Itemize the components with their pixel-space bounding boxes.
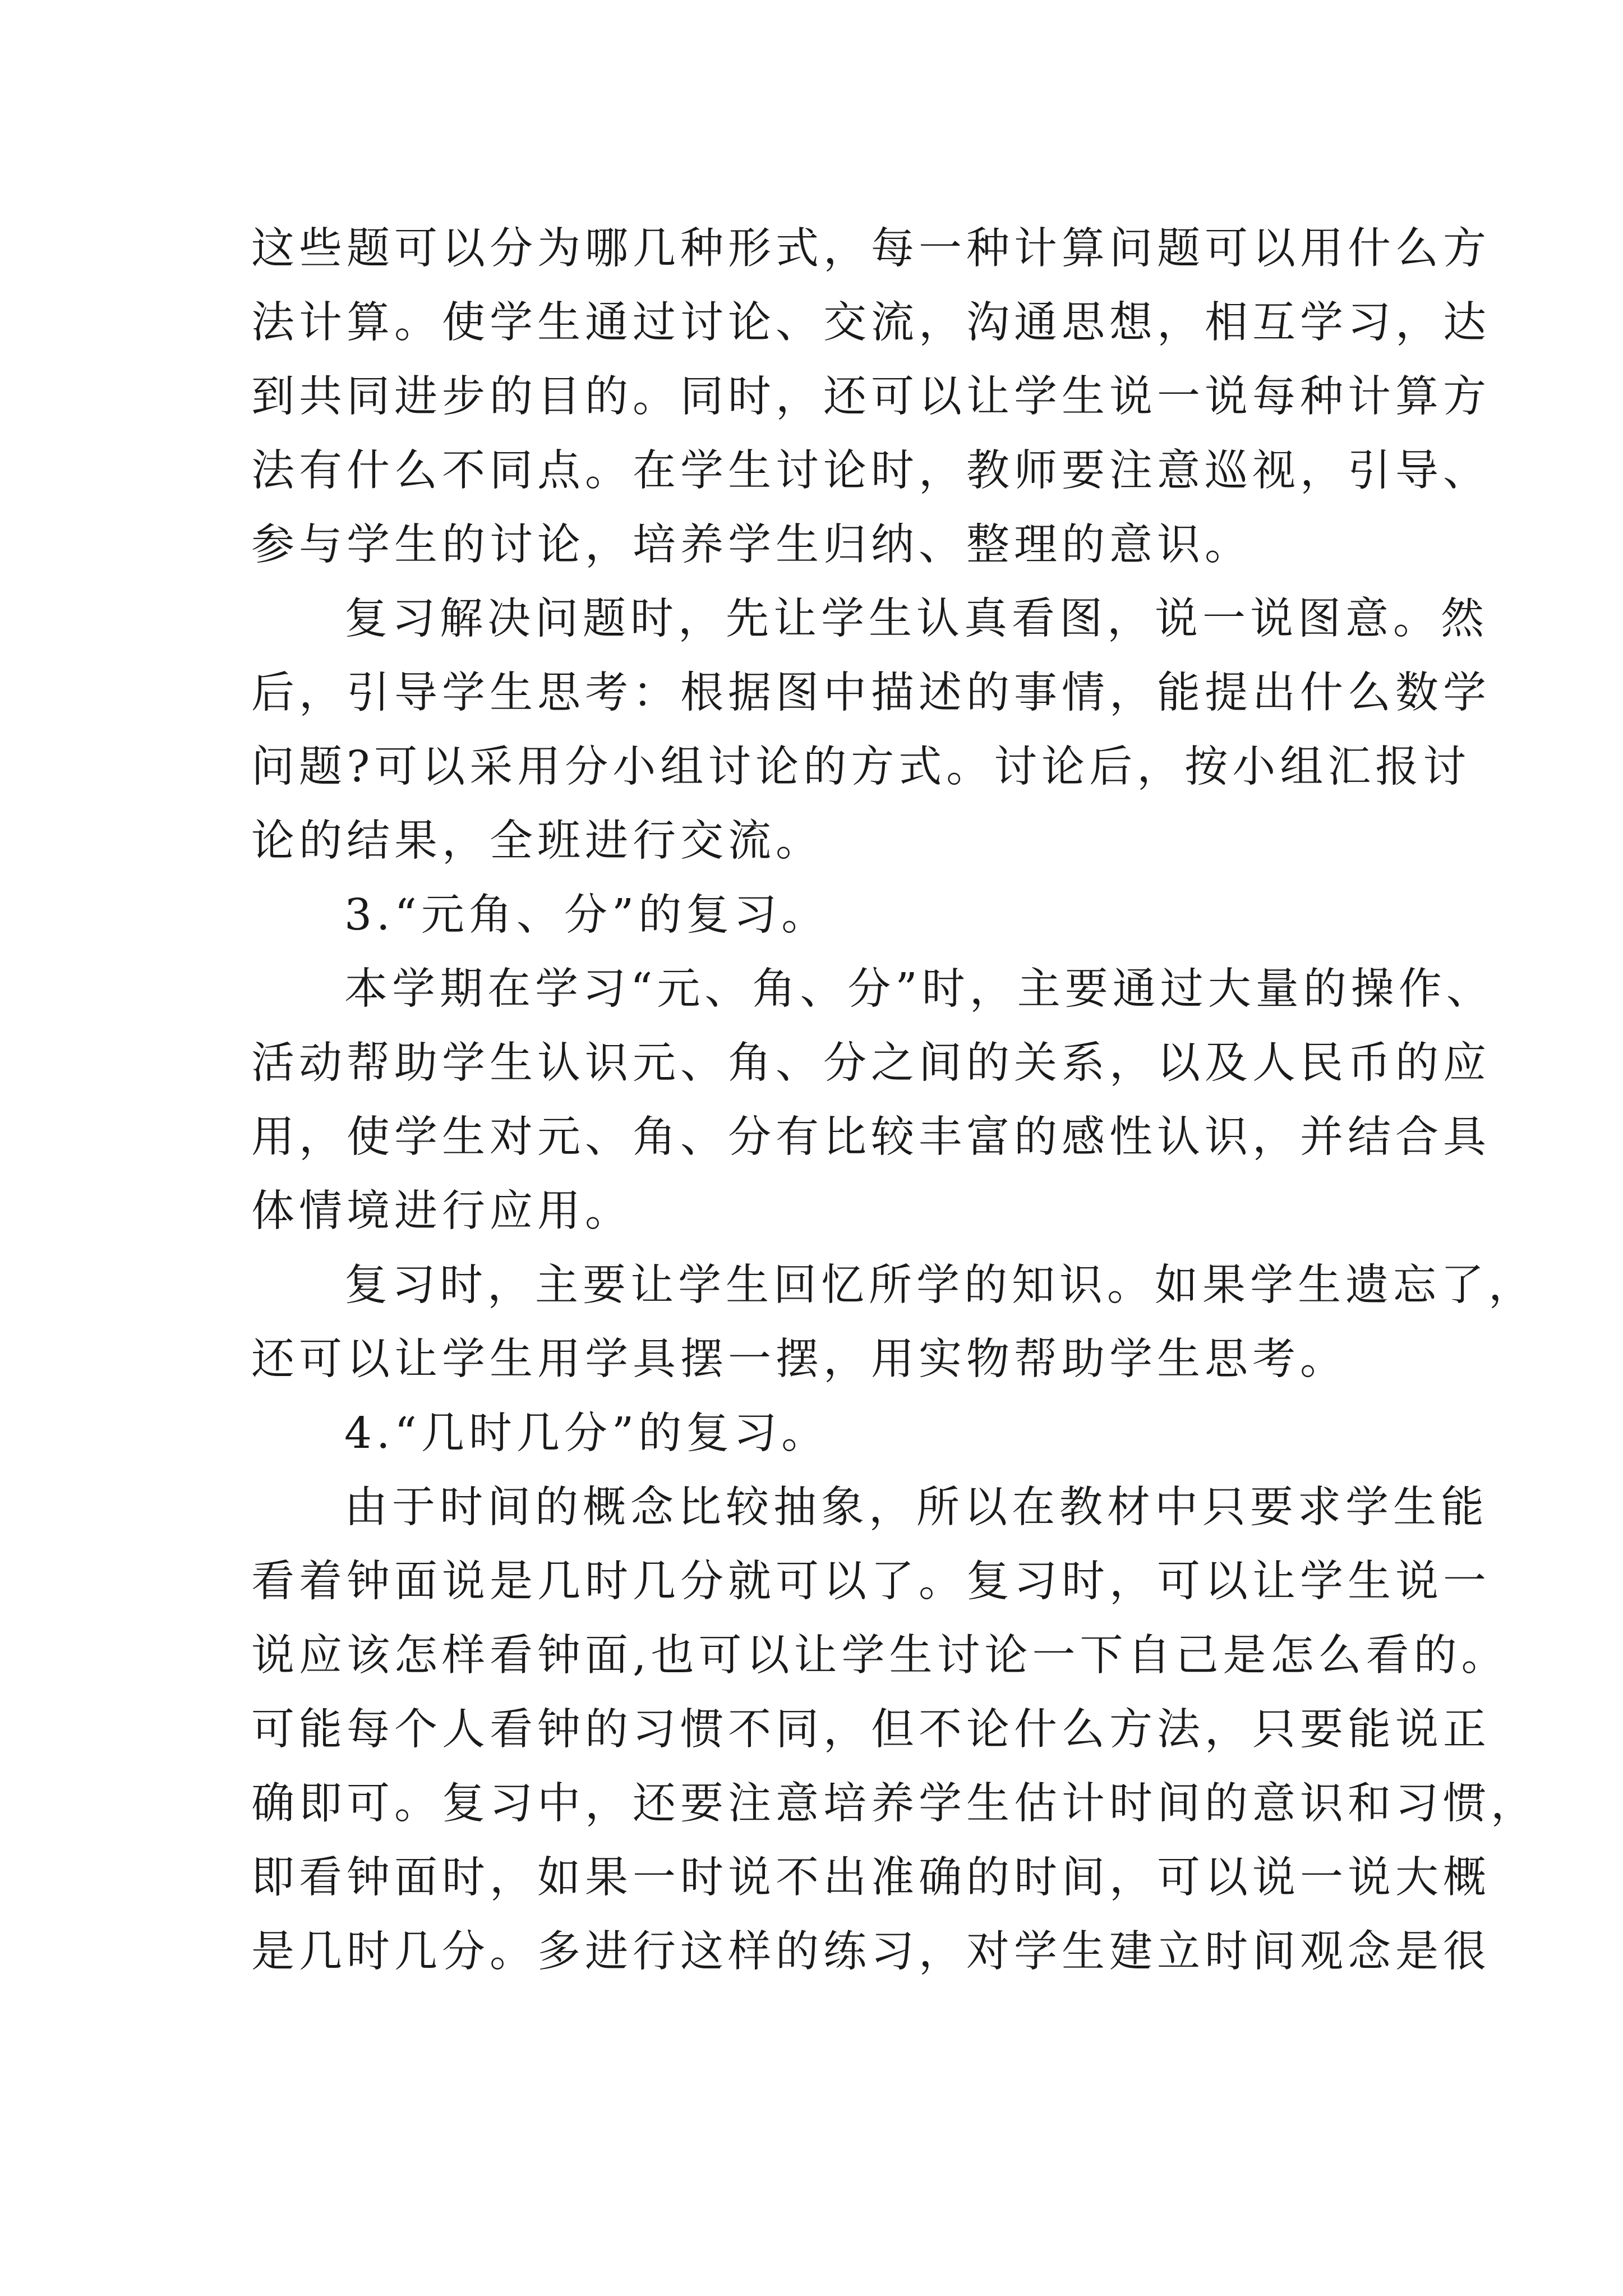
text-line: 看着钟面说是几时几分就可以了。复习时，可以让学生说一	[251, 1557, 1491, 1607]
text-line: 4.“几时几分”的复习。	[344, 1409, 829, 1458]
text-line: 可能每个人看钟的习惯不同，但不论什么方法，只要能说正	[251, 1705, 1491, 1755]
text-line: 活动帮助学生认识元、角、分之间的关系，以及人民币的应	[251, 1038, 1491, 1088]
text-line: 论的结果，全班进行交流。	[251, 816, 823, 866]
text-line: 复习时，主要让学生回忆所学的知识。如果学生遗忘了，	[344, 1260, 1536, 1310]
text-line: 法有什么不同点。在学生讨论时，教师要注意巡视，引导、	[251, 446, 1491, 496]
text-line: 后，引导学生思考：根据图中描述的事情，能提出什么数学	[251, 668, 1491, 718]
text-line: 还可以让学生用学具摆一摆，用实物帮助学生思考。	[251, 1335, 1348, 1384]
text-line: 即看钟面时，如果一时说不出准确的时间，可以说一说大概	[251, 1853, 1491, 1903]
text-line: 说应该怎样看钟面,也可以让学生讨论一下自己是怎么看的。	[251, 1631, 1509, 1681]
text-line: 3.“元角、分”的复习。	[344, 890, 829, 940]
text-line: 是几时几分。多进行这样的练习，对学生建立时间观念是很	[251, 1927, 1491, 1977]
text-line: 法计算。使学生通过讨论、交流，沟通思想，相互学习，达	[251, 298, 1491, 348]
text-line: 确即可。复习中，还要注意培养学生估计时间的意识和习惯，	[251, 1779, 1538, 1829]
text-line: 由于时间的概念比较抽象，所以在教材中只要求学生能	[344, 1483, 1488, 1533]
text-line: 参与学生的讨论，培养学生归纳、整理的意识。	[251, 520, 1252, 570]
text-line: 到共同进步的目的。同时，还可以让学生说一说每种计算方	[251, 372, 1491, 422]
body-text	[251, 212, 1538, 1989]
text-line: 本学期在学习“元、角、分”时，主要通过大量的操作、	[344, 964, 1494, 1014]
text-line: 复习解决问题时，先让学生认真看图，说一说图意。然	[344, 594, 1488, 644]
text-line: 问题?可以采用分小组讨论的方式。讨论后，按小组汇报讨	[251, 742, 1471, 792]
text-line: 用，使学生对元、角、分有比较丰富的感性认识，并结合具	[251, 1112, 1491, 1162]
text-line: 体情境进行应用。	[251, 1186, 633, 1236]
text-line: 这些题可以分为哪几种形式，每一种计算问题可以用什么方	[251, 224, 1491, 274]
